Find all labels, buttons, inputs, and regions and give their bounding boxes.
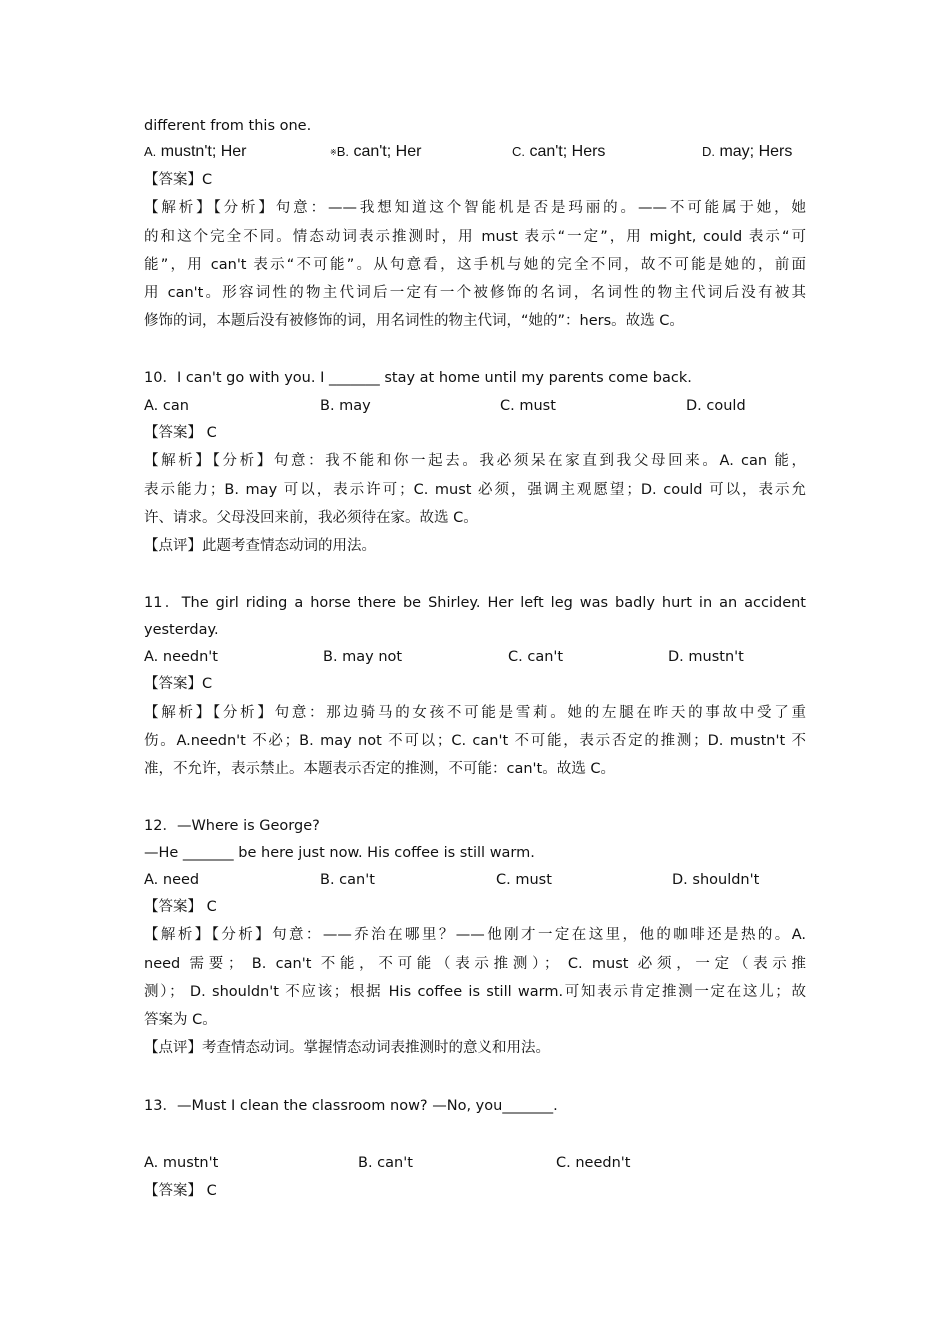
q12-analysis-line: 答案为 C。 — [144, 1012, 217, 1028]
q12-analysis-line: need 需要； B. can't 不能，不可能（表示推测）； C. must 必须，一定（表示推 — [144, 956, 806, 972]
q11-option-a: A. needn't — [144, 649, 218, 665]
q9-option-d-text: may; Hers — [719, 143, 793, 160]
q10-analysis-line: 【解析】【分析】句意：我不能和你一起去。我必须呆在家直到我父母回来。A. can 能， — [144, 453, 806, 469]
q9-option-c-letter: C. — [512, 144, 525, 159]
q9-option-a-text: mustn't; Her — [160, 143, 247, 160]
q12-option-b: B. can't — [320, 872, 375, 888]
q12-option-a: A. need — [144, 872, 200, 888]
q13-option-a: A. mustn't — [144, 1155, 219, 1171]
q10-option-b: B. may — [320, 398, 371, 414]
q12-analysis-line: 【解析】【分析】句意：——乔治在哪里？——他刚才一定在这里，他的咖啡还是热的。A. — [144, 927, 806, 943]
q9-analysis-line: 用 can't。形容词性的物主代词后一定有一个被修饰的名词，名词性的物主代词后没有被其 — [144, 285, 806, 301]
q10-option-a: A. can — [144, 398, 189, 414]
q12-answer: 【答案】 C — [144, 899, 217, 915]
q9-option-b-mark: ※ — [330, 148, 337, 157]
q10-comment: 【点评】此题考查情态动词的用法。 — [144, 538, 376, 554]
q9-analysis-line: 修饰的词，本题后没有被修饰的词，用名词性的物主代词，“她的”：hers。故选 C。 — [144, 313, 684, 329]
q10-analysis-line: 表示能力；B. may 可以，表示许可；C. must 必须，强调主观愿望；D. could 可以，表示允 — [144, 482, 806, 498]
q11-analysis-line: 准，不允许，表示禁止。本题表示否定的推测，不可能：can't。故选 C。 — [144, 761, 615, 777]
q13-option-b: B. can't — [358, 1155, 413, 1171]
q9-analysis-line: 的和这个完全不同。情态动词表示推测时，用 must 表示“一定”，用 might, could 表示“可 — [144, 229, 806, 245]
q9-option-d — [702, 142, 792, 162]
q9-option-b-letter: B. — [336, 144, 349, 159]
q9-answer: 【答案】C — [144, 172, 213, 188]
q9-option-c — [512, 142, 605, 162]
q9-analysis-line: 能”，用 can't 表示“不可能”。从句意看，这手机与她的完全不同，故不可能是她的，前面 — [144, 257, 806, 273]
q11-option-c: C. can't — [508, 649, 564, 665]
q11-question-line: yesterday. — [144, 622, 219, 638]
q9-option-c-text: can't; Hers — [529, 143, 606, 160]
q12-option-c: C. must — [496, 872, 552, 888]
q12-comment: 【点评】考查情态动词。掌握情态动词表推测时的意义和用法。 — [144, 1040, 550, 1056]
q11-question-line: 11．The girl riding a horse there be Shirley. Her left leg was badly hurt in an accident — [144, 595, 806, 611]
q13-question: 13．—Must I clean the classroom now? —No, you_______. — [144, 1098, 558, 1114]
q9-option-a — [144, 142, 247, 162]
q10-analysis-line: 许、请求。父母没回来前，我必须待在家。故选 C。 — [144, 510, 478, 526]
q9-analysis-line: 【解析】【分析】句意：——我想知道这个智能机是否是玛丽的。——不可能属于她，她 — [144, 200, 806, 216]
q12-analysis-line: 测）； D. shouldn't 不应该；根据 His coffee is still warm.可知表示肯定推测一定在这儿；故 — [144, 984, 806, 1000]
q11-option-d: D. mustn't — [668, 649, 744, 665]
q11-option-b: B. may not — [323, 649, 403, 665]
q10-answer: 【答案】 C — [144, 425, 217, 441]
q10-question: 10．I can't go with you. I _______ stay at home until my parents come back. — [144, 370, 692, 386]
q9-option-b-text: can't; Her — [353, 143, 422, 160]
q12-question-line: 12．—Where is George? — [144, 818, 320, 834]
q9-option-d-letter: D. — [702, 144, 715, 159]
q12-option-d: D. shouldn't — [672, 872, 760, 888]
q12-question-line: —He _______ be here just now. His coffee is still warm. — [144, 845, 535, 861]
q10-option-c: C. must — [500, 398, 556, 414]
q9-option-b — [330, 142, 421, 163]
q11-analysis-line: 伤。A.needn't 不必；B. may not 不可以；C. can't 不可能，表示否定的推测；D. mustn't 不 — [144, 733, 806, 749]
q9-question-tail: different from this one. — [144, 118, 312, 134]
q13-answer: 【答案】 C — [144, 1183, 217, 1199]
q11-answer: 【答案】C — [144, 676, 213, 692]
q13-option-c: C. needn't — [556, 1155, 631, 1171]
q9-option-a-letter: A. — [144, 144, 157, 159]
q10-option-d: D. could — [686, 398, 746, 414]
q11-analysis-line: 【解析】【分析】句意：那边骑马的女孩不可能是雪莉。她的左腿在昨天的事故中受了重 — [144, 705, 806, 721]
